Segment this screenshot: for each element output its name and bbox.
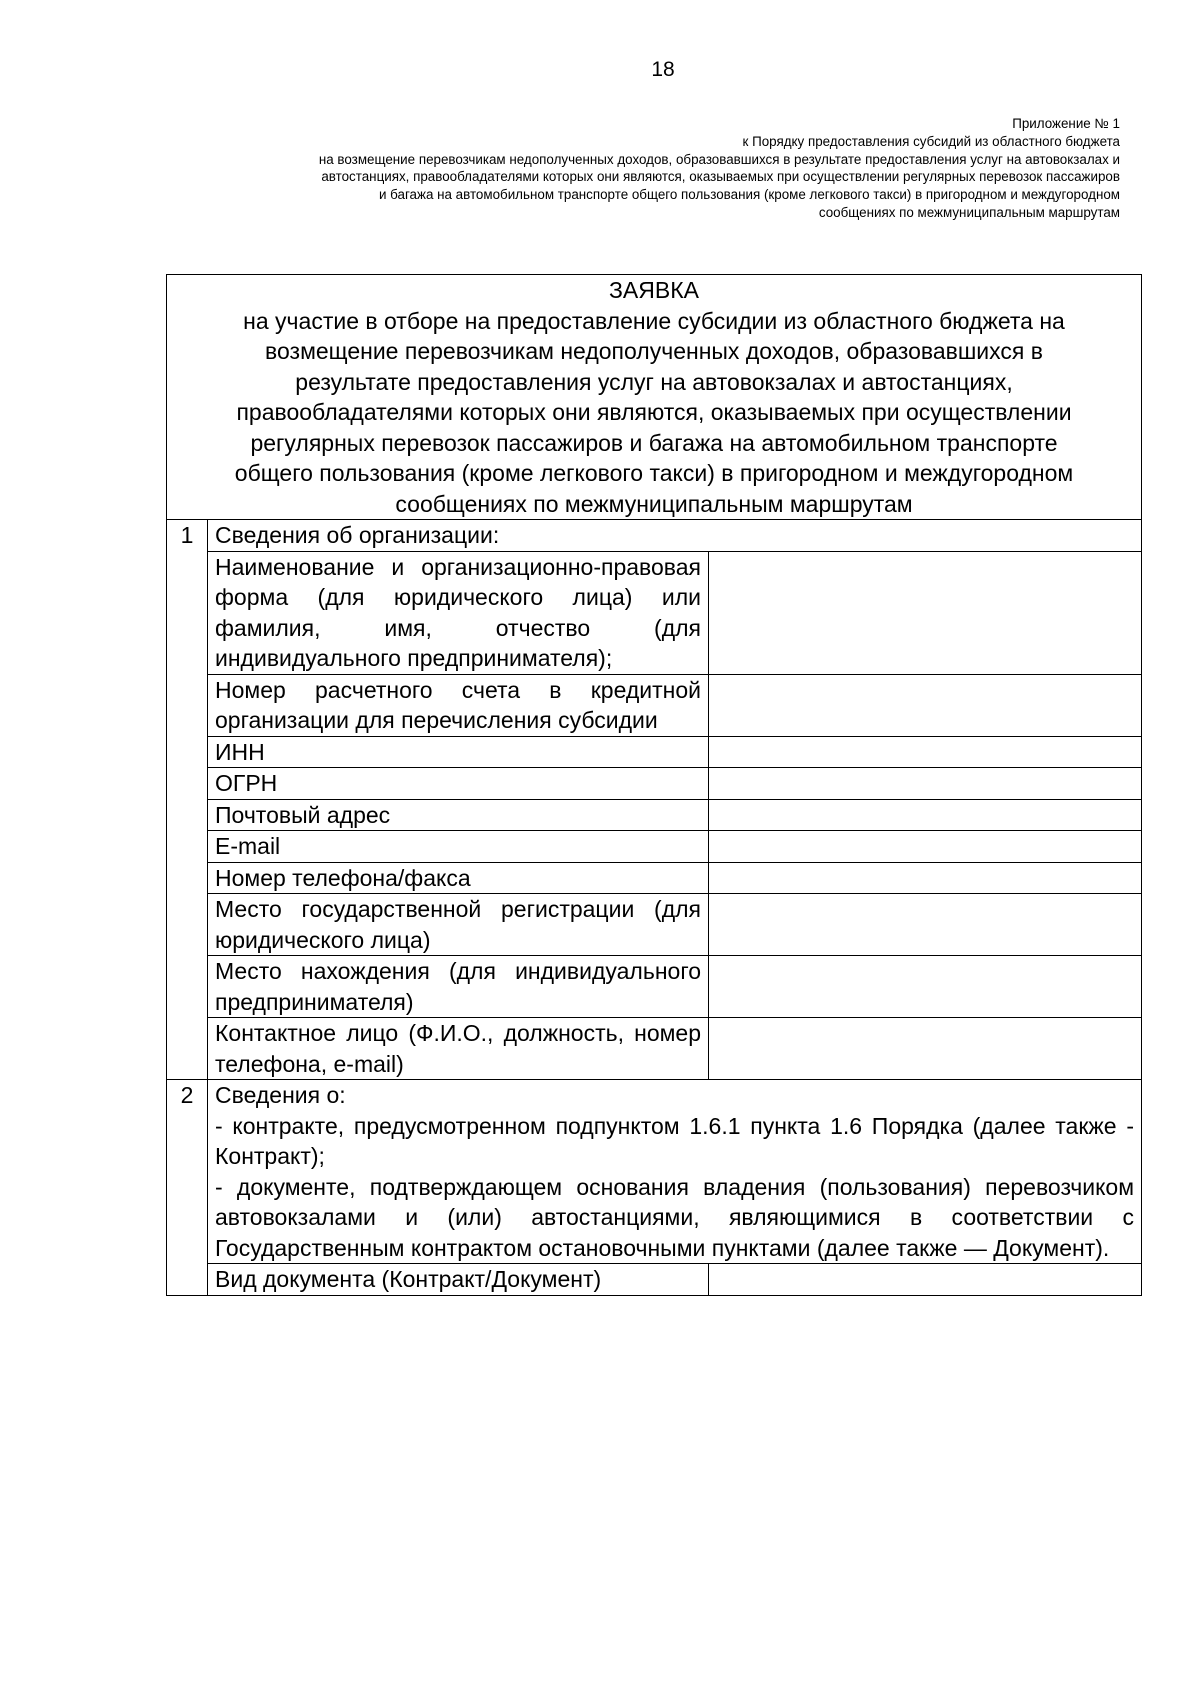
field-value-inn[interactable] xyxy=(709,736,1142,768)
section-2-number: 2 xyxy=(167,1080,208,1296)
page-number: 18 xyxy=(651,58,675,81)
form-subtitle-line: правообладателями которых они являются, оказываемых при осуществлении xyxy=(236,399,1072,425)
table-row xyxy=(167,956,1142,1018)
table-row xyxy=(167,862,1142,894)
table-row xyxy=(167,894,1142,956)
appendix-line: и багажа на автомобильном транспорте общего пользования (кроме легкового такси) в пригородном и междугородном xyxy=(378,187,1120,203)
field-label-email: E-mail xyxy=(208,831,709,863)
field-label-contact-person: Контактное лицо (Ф.И.О., должность, номер телефона, e-mail) xyxy=(208,1018,709,1080)
form-subtitle-line: результате предоставления услуг на автовокзалах и автостанциях, xyxy=(295,368,1013,395)
field-value-registration-place[interactable] xyxy=(709,894,1142,956)
section-2-description xyxy=(208,1080,1142,1264)
section-2-heading-row xyxy=(167,1080,1142,1264)
appendix-header xyxy=(120,115,1120,222)
appendix-line: к Порядку предоставления субсидий из областного бюджета xyxy=(742,133,1120,149)
table-row xyxy=(167,831,1142,863)
field-label-registration-place: Место государственной регистрации (для юридического лица) xyxy=(208,894,709,956)
form-subtitle-line: сообщениях по межмуниципальным маршрутам xyxy=(395,490,913,517)
section-1-heading-row xyxy=(167,520,1142,552)
form-subtitle-line: регулярных перевозок пассажиров и багажа на автомобильном транспорте xyxy=(250,429,1058,456)
section-2-heading: Сведения о: xyxy=(215,1082,346,1108)
field-value-ogrn[interactable] xyxy=(709,768,1142,800)
application-form-table xyxy=(166,274,1142,1296)
field-value-name[interactable] xyxy=(709,551,1142,674)
field-label-postal-address: Почтовый адрес xyxy=(208,799,709,831)
appendix-line: сообщениях по межмуниципальным маршрутам xyxy=(818,204,1120,220)
form-subtitle-line: общего пользования (кроме легкового такси) в пригородном и междугородном xyxy=(234,460,1074,486)
form-subtitle-line: возмещение перевозчикам недополученных доходов, образовавшихся в xyxy=(265,338,1043,364)
field-label-document-type: Вид документа (Контракт/Документ) xyxy=(208,1264,709,1296)
field-value-email[interactable] xyxy=(709,831,1142,863)
table-row xyxy=(167,1264,1142,1296)
section-2-text: - документе, подтверждающем основания владения (пользования) перевозчиком автовокзалами и (или) автостанциями, являющимися в соответствии с Государственным контрактом остановочными пунктами (далее также — Документ). xyxy=(215,1173,1135,1261)
field-label-account: Номер расчетного счета в кредитной организации для перечисления субсидии xyxy=(208,674,709,736)
table-row xyxy=(167,674,1142,736)
section-1-number: 1 xyxy=(167,520,208,1080)
field-label-inn: ИНН xyxy=(208,736,709,768)
section-1-heading: Сведения об организации: xyxy=(208,520,1142,552)
field-value-location[interactable] xyxy=(709,956,1142,1018)
form-title: ЗАЯВКА xyxy=(609,277,699,303)
section-2-text: - контракте, предусмотренном подпунктом 1.6.1 пункта 1.6 Порядка (далее также - Контракт); xyxy=(215,1112,1135,1169)
table-row xyxy=(167,799,1142,831)
field-label-ogrn: ОГРН xyxy=(208,768,709,800)
field-label-location: Место нахождения (для индивидуального предпринимателя) xyxy=(208,956,709,1018)
field-label-phone-fax: Номер телефона/факса xyxy=(208,862,709,894)
form-title-row xyxy=(167,275,1142,520)
field-value-contact-person[interactable] xyxy=(709,1018,1142,1080)
field-value-document-type[interactable] xyxy=(709,1264,1142,1296)
appendix-line: автостанциях, правообладателями которых они являются, оказываемых при осуществлении регулярных перевозок пассажиров xyxy=(321,169,1120,185)
appendix-line: Приложение № 1 xyxy=(1012,116,1120,131)
table-row xyxy=(167,736,1142,768)
appendix-line: на возмещение перевозчикам недополученных доходов, образовавшихся в результате предоставления услуг на автовокзалах и xyxy=(318,151,1120,167)
table-row xyxy=(167,768,1142,800)
field-label-name: Наименование и организационно-правовая форма (для юридического лица) или фамилия, имя, отчество (для индивидуального предпринимателя); xyxy=(208,551,709,674)
form-title-cell xyxy=(167,275,1142,520)
table-row xyxy=(167,1018,1142,1080)
field-value-postal-address[interactable] xyxy=(709,799,1142,831)
field-value-phone-fax[interactable] xyxy=(709,862,1142,894)
form-subtitle-line: на участие в отборе на предоставление субсидии из областного бюджета на xyxy=(243,307,1065,334)
table-row xyxy=(167,551,1142,674)
field-value-account[interactable] xyxy=(709,674,1142,736)
